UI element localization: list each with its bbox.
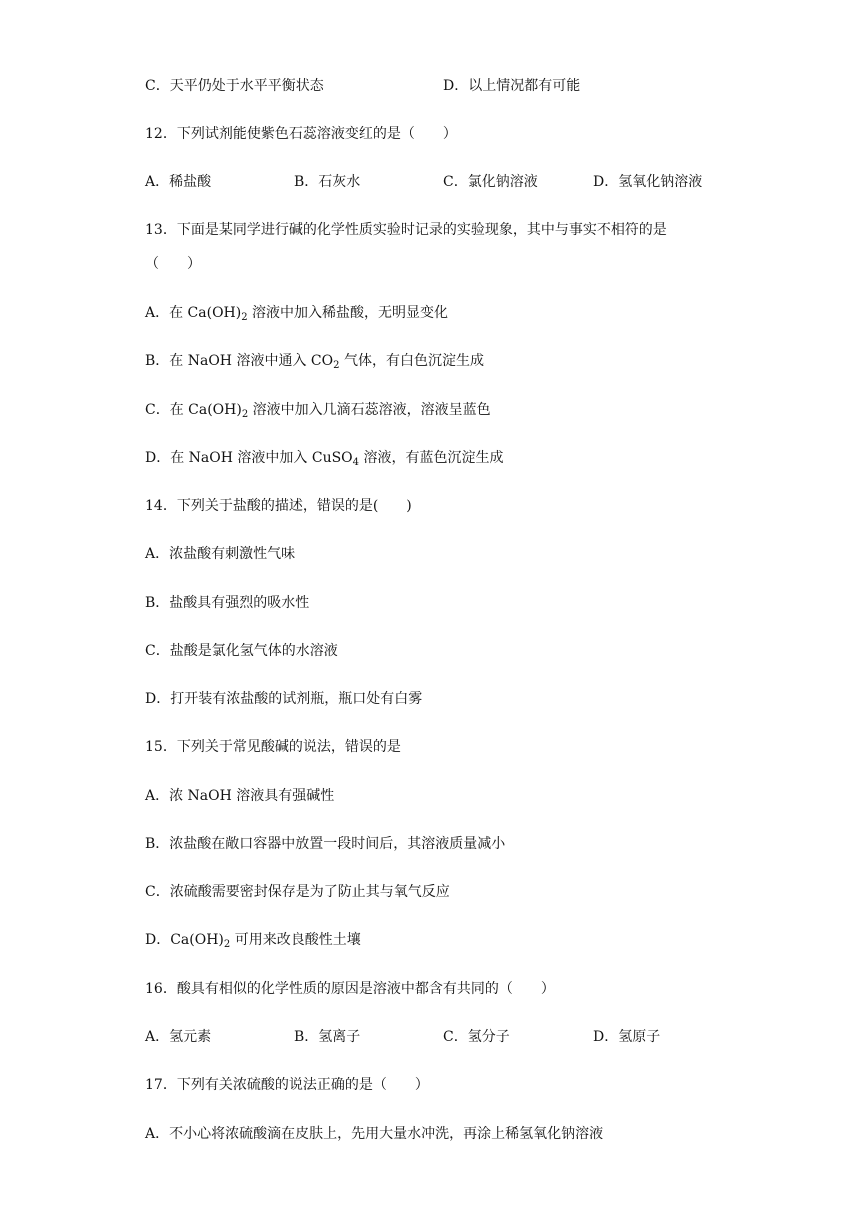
q14-option-a: A．浓盐酸有刺激性气味: [145, 546, 296, 562]
q14-stem: 14．下列关于盐酸的描述，错误的是( ): [145, 498, 412, 514]
q12-option-d: D．氢氧化钠溶液: [593, 174, 703, 190]
q16-option-c: C．氢分子: [443, 1029, 510, 1045]
q17-option-a: A．不小心将浓硫酸滴在皮肤上，先用大量水冲洗，再涂上稀氢氧化钠溶液: [145, 1126, 604, 1142]
q12-option-a: A．稀盐酸: [145, 174, 212, 190]
q13-option-c: C．在 $Ca(OH)_2$ 溶液中加入几滴石蕊溶液，溶液呈蓝色: [145, 402, 491, 420]
q15-option-c: C．浓硫酸需要密封保存是为了防止其与氧气反应: [145, 884, 450, 900]
q12-option-c: C．氯化钠溶液: [443, 174, 538, 190]
q14-option-c: C．盐酸是氯化氢气体的水溶液: [145, 643, 338, 659]
q16-stem: 16．酸具有相似的化学性质的原因是溶液中都含有共同的（ ）: [145, 981, 555, 997]
q16-option-a: A．氢元素: [145, 1029, 212, 1045]
q13-option-d: D．在 NaOH 溶液中加入 CuSO$_4$ 溶液，有蓝色沉淀生成: [145, 450, 504, 468]
q14-option-b: B．盐酸具有强烈的吸水性: [145, 595, 310, 611]
q11-option-c: C．天平仍处于水平平衡状态: [145, 78, 324, 94]
q12-stem: 12．下列试剂能使紫色石蕊溶液变红的是（ ）: [145, 126, 457, 142]
q15-stem: 15．下列关于常见酸碱的说法，错误的是: [145, 739, 401, 755]
q16-option-b: B．氢离子: [294, 1029, 361, 1045]
q15-option-a: A．浓 NaOH 溶液具有强碱性: [145, 788, 335, 804]
q17-stem: 17．下列有关浓硫酸的说法正确的是（ ）: [145, 1077, 429, 1093]
q11-option-d: D．以上情况都有可能: [443, 78, 581, 94]
q13-option-a: A．在 $Ca(OH)_2$ 溶液中加入稀盐酸，无明显变化: [145, 305, 449, 323]
q13-option-b: B．在 NaOH 溶液中通入 $CO_2$ 气体，有白色沉淀生成: [145, 353, 484, 371]
q15-option-d: D．$Ca(OH)_2$ 可用来改良酸性土壤: [145, 932, 361, 950]
q15-option-b: B．浓盐酸在敞口容器中放置一段时间后，其溶液质量减小: [145, 836, 506, 852]
q13-stem: 13．下面是某同学进行碱的化学性质实验时记录的实验现象，其中与事实不相符的是: [145, 222, 667, 238]
q14-option-d: D．打开装有浓盐酸的试剂瓶，瓶口处有白雾: [145, 691, 423, 707]
q16-option-d: D．氢原子: [593, 1029, 661, 1045]
q12-option-b: B．石灰水: [294, 174, 361, 190]
q13-stem-paren: （ ）: [145, 256, 201, 272]
